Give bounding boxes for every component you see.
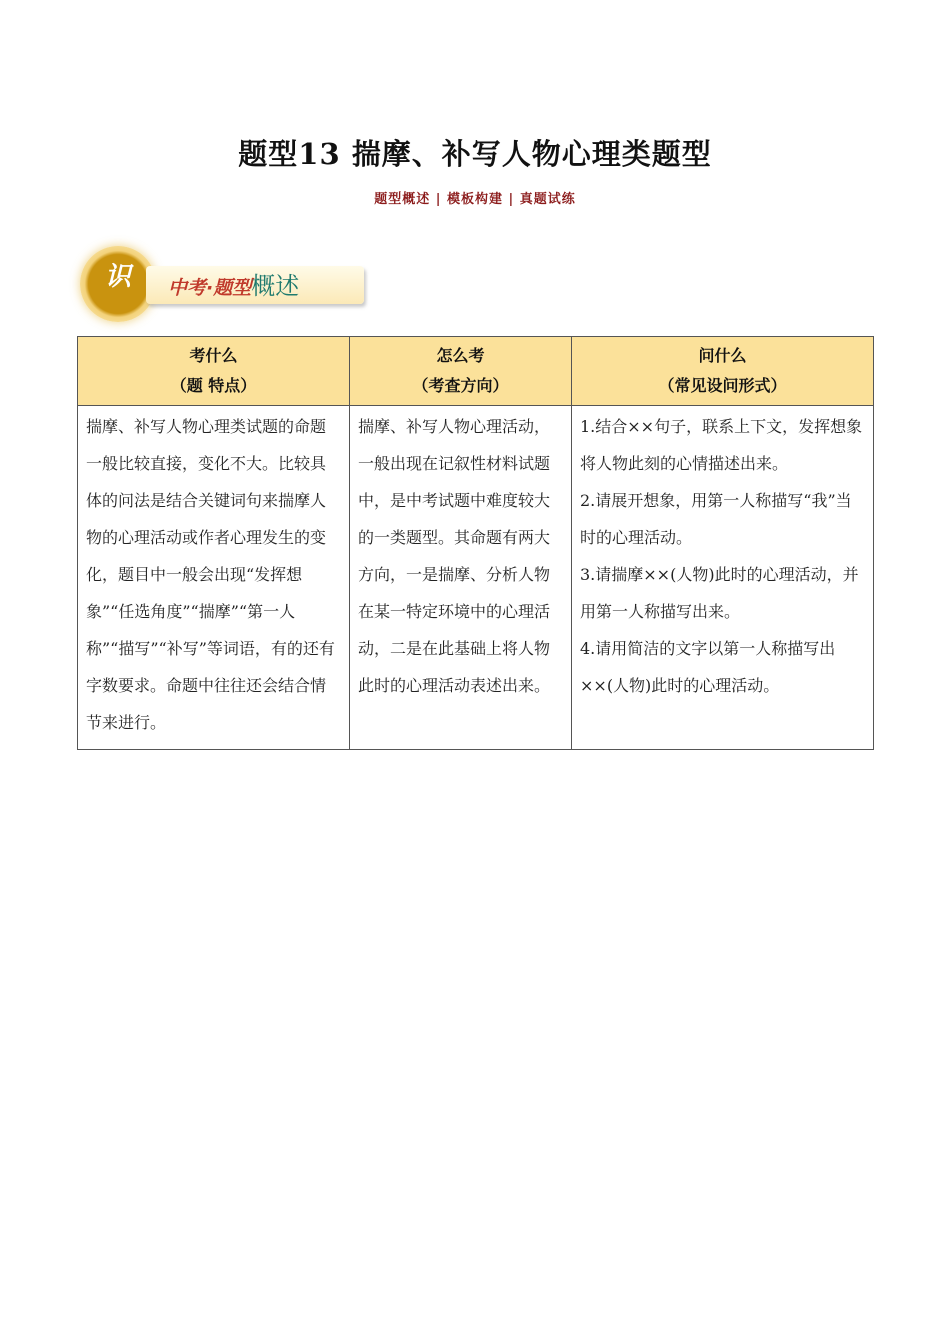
- page-title: 题型13 揣摩、补写人物心理类题型: [238, 137, 712, 171]
- banner-heading: [168, 268, 299, 304]
- cell-characteristics: 揣摩、补写人物心理类试题的命题一般比较直接，变化不大。比较具体的问法是结合关键词句来揣摩人物的心理活动或作者心理发生的变化，题目中一般会出现“发挥想象”“任选角度”“揣摩”“第一人称”“描写”“补写”等词语，有的还有字数要求。命题中往往还会结合情节来进行。: [78, 406, 350, 750]
- header-how-title: 怎么考: [436, 346, 485, 365]
- question-form-item: 4.请用简洁的文字以第一人称描写出××(人物)此时的心理活动。: [580, 639, 836, 695]
- header-ask-title: 问什么: [698, 346, 747, 365]
- header-ask: [572, 337, 874, 406]
- question-form-item: 2.请展开想象，用第一人称描写“我”当时的心理活动。: [580, 491, 852, 547]
- question-form-item: 3.请揣摩××(人物)此时的心理活动，并用第一人称描写出来。: [580, 565, 859, 621]
- overview-table: [77, 336, 874, 750]
- table-header-row: [78, 337, 874, 406]
- table-row: [78, 406, 874, 750]
- section-nav: 题型概述 | 模板构建 | 真题试练: [374, 192, 576, 207]
- banner-part-1: 中考: [168, 277, 207, 299]
- question-form-item: 1.结合××句子，联系上下文，发挥想象将人物此刻的心情描述出来。: [580, 417, 863, 473]
- header-how: [350, 337, 572, 406]
- banner-part-2: 题型: [213, 277, 252, 299]
- cell-question-forms: [572, 406, 874, 750]
- header-what-sub: （题 特点）: [170, 376, 257, 395]
- header-how-sub: （考查方向）: [412, 376, 509, 395]
- badge-character: 识: [104, 262, 131, 292]
- header-what-title: 考什么: [189, 346, 238, 365]
- section-banner: [80, 244, 380, 328]
- header-ask-sub: （常见设问形式）: [658, 376, 787, 395]
- header-what: [78, 337, 350, 406]
- banner-dot: ·: [206, 277, 214, 299]
- cell-direction: 揣摩、补写人物心理活动，一般出现在记叙性材料试题中，是中考试题中难度较大的一类题型。其命题有两大方向，一是揣摩、分析人物在某一特定环境中的心理活动，二是在此基础上将人物此时的心理活动表述出来。: [350, 406, 572, 750]
- banner-part-3: 概述: [251, 272, 300, 300]
